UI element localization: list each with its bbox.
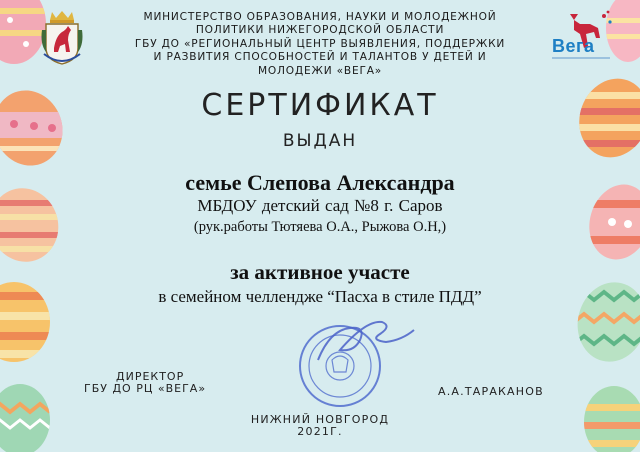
certificate-subtitle: ВЫДАН [282, 131, 358, 151]
director-org: ГБУ ДО РЦ «ВЕГА» [84, 382, 207, 395]
organization-header [92, 11, 548, 78]
year: 2021Г. [297, 425, 343, 438]
institution-name: МБДОУ детский сад №8 г. Саров [197, 196, 443, 215]
director-line: ДИРЕКТОР [116, 370, 185, 383]
vega-logo-text: Вега [552, 36, 595, 56]
event-name: в семейном челлендже “Пасха в стиле ПДД” [158, 287, 482, 306]
city-year [0, 414, 640, 438]
org-line: МОЛОДЕЖИ «ВЕГА» [257, 64, 383, 77]
org-line: ПОЛИТИКИ НИЖЕГОРОДСКОЙ ОБЛАСТИ [195, 24, 445, 37]
work-leaders: (рук.работы Тютяева О.А., Рыжова О.Н,) [193, 219, 447, 235]
org-line: МИНИСТЕРСТВО ОБРАЗОВАНИЯ, НАУКИ И МОЛОДЕЖНОЙ [143, 11, 497, 23]
org-line: И РАЗВИТИЯ СПОСОБНОСТЕЙ И ТАЛАНТОВ У ДЕТЕЙ И [153, 51, 487, 64]
award-text: за активное участе [230, 260, 410, 284]
nizhny-novgorod-coat-of-arms-icon [38, 8, 86, 66]
recipient-name: семье Слепова Александра [185, 170, 455, 195]
director-title [84, 371, 244, 395]
certificate-title: СЕРТИФИКАТ [201, 88, 439, 123]
round-seal-stamp-icon [270, 300, 430, 410]
logo-underline [552, 57, 610, 59]
city-name: НИЖНИЙ НОВГОРОД [250, 413, 390, 426]
org-line: ГБУ ДО «РЕГИОНАЛЬНЫЙ ЦЕНТР ВЫЯВЛЕНИЯ, ПОДДЕРЖКИ [134, 37, 506, 50]
director-name: А.А.ТАРАКАНОВ [438, 385, 544, 398]
